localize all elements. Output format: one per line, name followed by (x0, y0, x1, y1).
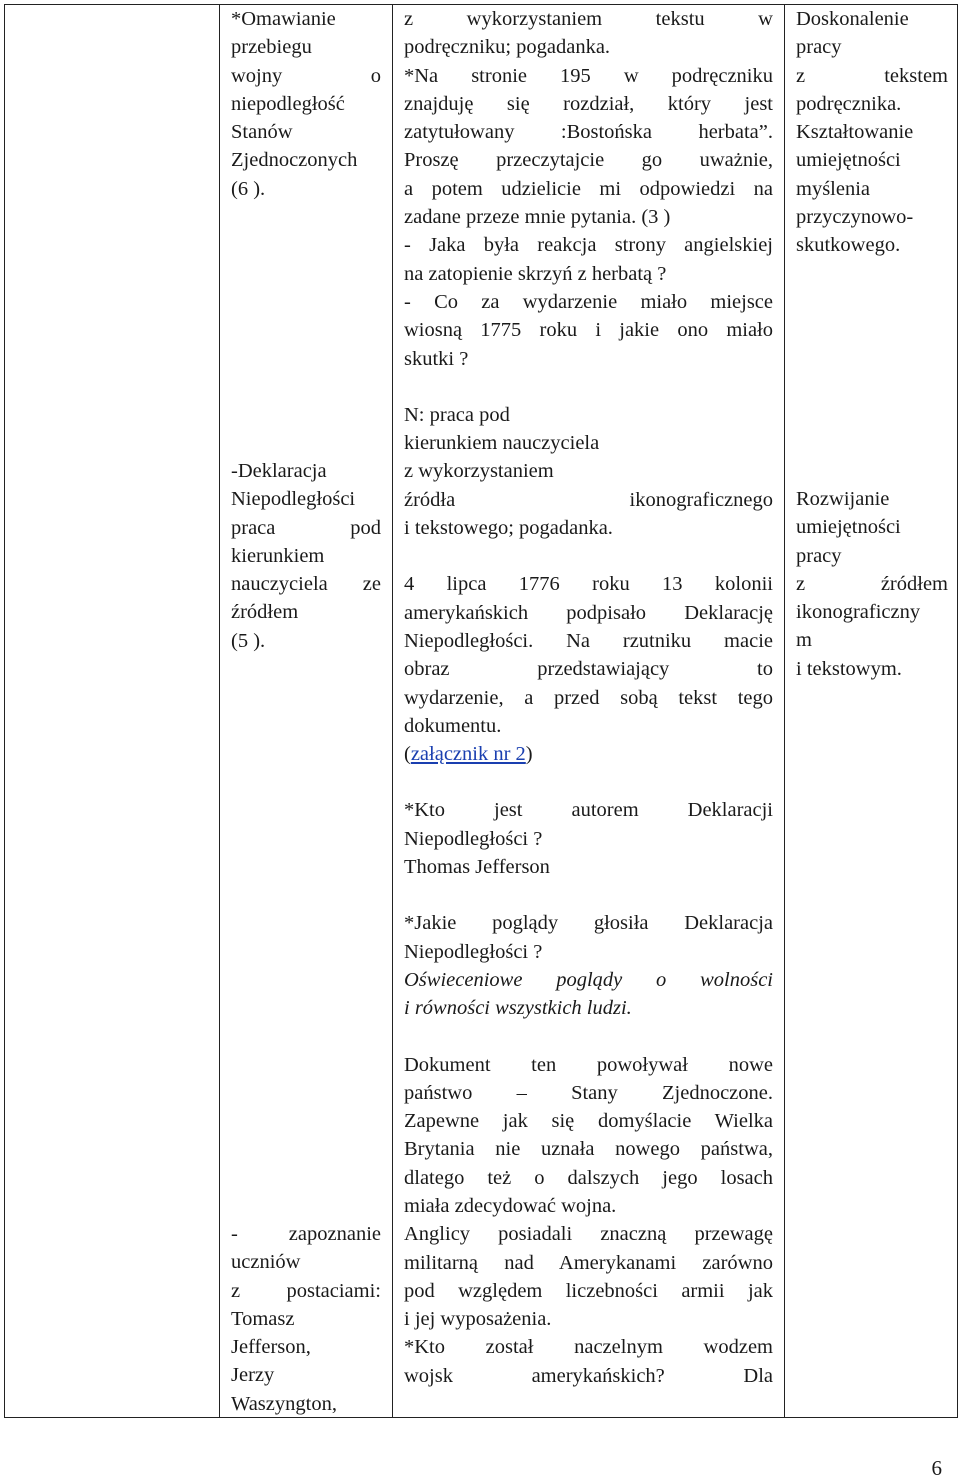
goals-text-work: Doskonalenie pracy z tekstem podręcznika. Kształtowanie umiejętności myślenia przyczynowo- skutkowego. (796, 8, 948, 257)
activity-war-overview: *Omawianie przebiegu wojny o niepodległość Stanów Zjednoczonych (6 ). (231, 8, 381, 200)
column-divider (392, 5, 393, 1417)
goals-source-work: Rozwijanie umiejętności pracy z źródłem ikonograficzny m i tekstowym. (796, 488, 948, 680)
attachment-link[interactable]: załącznik nr 2 (410, 743, 526, 766)
activity-declaration: -Deklaracja Niepodległości praca pod kierunkiem nauczyciela ze źródłem (5 ). (231, 460, 381, 652)
attachment-reference: (załącznik nr 2) (404, 743, 533, 766)
page-number: 6 (931, 1456, 942, 1480)
lesson-body: z wykorzystaniem tekstu w podręczniku; pogadanka. *Na stronie 195 w podręczniku znajduję się rozdział, który jest zatytułowany :Bostońska herbata”. Proszę przeczytajcie go uważnie, a potem udzielicie mi odpowiedzi na zadane przeze mnie pytania. (3 ) - Jaka była reakcja strony angielskiej na zatopienie skrzyń z herbatą ? - Co za wydarzenie miało miejsce wiosną 1775 roku i jakie ono miało skutki ? N: praca pod kierunkiem nauczyciela z wykorzystaniem źródła ikonograficznego i tekstowego; pogadanka. 4 lipca 1776 roku 13 kolonii amerykańskich podpisało Deklarację Niepodległości. Na rzutniku macie obraz przedstawiający to wydarzenie, a przed sobą tekst tego dokumentu. (załącznik nr 2) *Kto jest autorem Deklaracji Niepodległości ? Thomas Jefferson *Jakie poglądy głosiła Deklaracja Niepodległości ? Oświeceniowe poglądy o wolności i równości wszystkich ludzi. Dokument ten powoływał nowe państwo – Stany Zjednoczone. Zapewne jak się domyślacie Wielka Brytania nie uznała nowego państwa, dlatego też o dalszych jego losach miała zdecydować wojna. Anglicy posiadali znaczną przewagę militarną nad Amerykanami zarówno pod względem liczebności armii jak i jej wyposażenia. *Kto został naczelnym wodzem wojsk amerykańskich? Dla (404, 8, 773, 1387)
column-divider (219, 5, 220, 1417)
column-divider (784, 5, 785, 1417)
activity-figures: - zapoznanie uczniów z postaciami: Tomasz Jefferson, Jerzy Waszyngton, (231, 1223, 381, 1415)
